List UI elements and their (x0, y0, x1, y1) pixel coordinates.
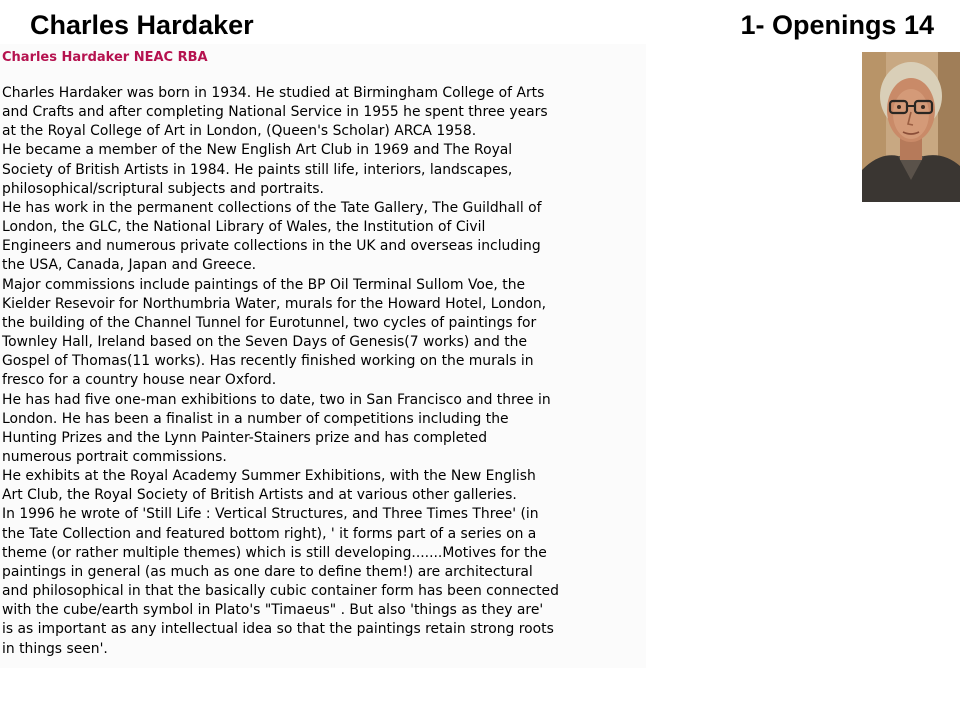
text-line: In 1996 he wrote of 'Still Life : Vertical Structures, and Three Times Three' (in (2, 506, 539, 523)
text-line: numerous portrait commissions. (2, 448, 227, 465)
text-line: and Crafts and after completing National Service in 1955 he spent three years (2, 104, 548, 121)
text-line: the building of the Channel Tunnel for Eurotunnel, two cycles of paintings for (2, 314, 537, 331)
text-line: London. He has been a finalist in a number of competitions including the (2, 410, 509, 427)
text-line: Art Club, the Royal Society of British Artists and at various other galleries. (2, 487, 517, 504)
text-line: Hunting Prizes and the Lynn Painter-Stainers prize and has completed (2, 429, 488, 446)
text-line: Major commissions include paintings of the BP Oil Terminal Sullom Voe, the (2, 276, 526, 293)
text-line: He has had five one-man exhibitions to date, two in San Francisco and three in (2, 391, 551, 408)
text-line: Kielder Resevoir for Northumbria Water, murals for the Howard Hotel, London, (2, 295, 547, 312)
text-line: theme (or rather multiple themes) which is still developing.......Motives for the (2, 544, 547, 561)
text-line: He has work in the permanent collections of the Tate Gallery, The Guildhall of (2, 199, 542, 216)
biography-subtitle: Charles Hardaker NEAC RBA (2, 50, 208, 65)
text-line: fresco for a country house near Oxford. (2, 372, 277, 389)
text-line: Gospel of Thomas(11 works). Has recently finished working on the murals in (2, 353, 534, 370)
text-line: in things seen'. (2, 640, 108, 657)
text-line: the Tate Collection and featured bottom right), ' it forms part of a series on a (2, 525, 537, 542)
text-line: London, the GLC, the National Library of Wales, the Institution of Civil (2, 219, 486, 236)
biography-panel (0, 44, 646, 668)
text-line: is as important as any intellectual idea so that the paintings retain strong roots (2, 621, 554, 638)
slide-label: 1- Openings 14 (740, 10, 934, 40)
text-line: paintings in general (as much as one dare to define them!) are architectural (2, 563, 533, 580)
slide-title: Charles Hardaker (30, 10, 254, 40)
text-line: and philosophical in that the basically cubic container form has been connected (2, 583, 559, 600)
text-line: with the cube/earth symbol in Plato's "Timaeus" . But also 'things as they are' (2, 602, 544, 619)
text-line: at the Royal College of Art in London, (Queen's Scholar) ARCA 1958. (2, 123, 477, 140)
text-line: Society of British Artists in 1984. He paints still life, interiors, landscapes, (2, 161, 513, 178)
text-line: Charles Hardaker was born in 1934. He studied at Birmingham College of Arts (2, 85, 545, 101)
artist-portrait (862, 52, 960, 202)
text-line: He became a member of the New English Art Club in 1969 and The Royal (2, 142, 513, 159)
text-line: Engineers and numerous private collections in the UK and overseas including (2, 238, 541, 255)
biography-text (2, 84, 559, 659)
text-line: Townley Hall, Ireland based on the Seven Days of Genesis(7 works) and the (2, 334, 527, 351)
text-line: philosophical/scriptural subjects and portraits. (2, 180, 324, 197)
text-line: the USA, Canada, Japan and Greece. (2, 257, 257, 274)
text-line: He exhibits at the Royal Academy Summer Exhibitions, with the New English (2, 468, 536, 485)
